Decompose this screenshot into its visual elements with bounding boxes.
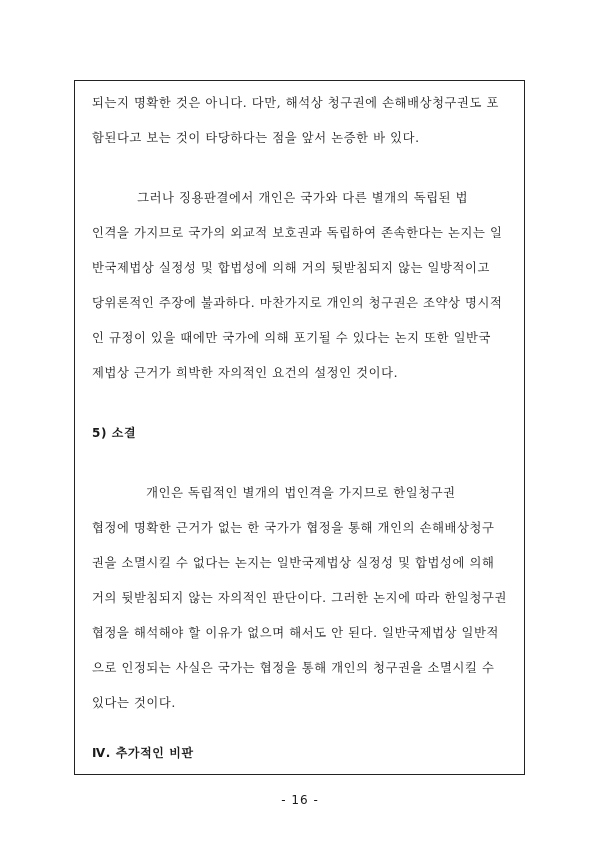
paragraph-line: 거의 뒷받침되지 않는 자의적인 판단이다. 그러한 논지에 따라 한일청구권 <box>92 591 507 605</box>
paragraph-line: 되는지 명확한 것은 아니다. 다만, 해석상 청구권에 손해배상청구권도 포 <box>92 96 499 110</box>
paragraph-line: 인 규정이 있을 때에만 국가에 의해 포기될 수 있다는 논지 또한 일반국 <box>92 331 492 345</box>
paragraph-line: 있다는 것이다. <box>92 696 176 710</box>
paragraph-line: 개인은 독립적인 별개의 법인격을 가지므로 한일청구권 <box>92 486 456 500</box>
paragraph-line: 협정에 명확한 근거가 없는 한 국가가 협정을 통해 개인의 손해배상청구 <box>92 521 495 535</box>
paragraph-line: 인격을 가지므로 국가의 외교적 보호권과 독립하여 존속한다는 논지는 일 <box>92 226 503 240</box>
paragraph-line: 권을 소멸시킬 수 없다는 논지는 일반국제법상 실정성 및 합법성에 의해 <box>92 556 495 570</box>
paragraph-line: 협정을 해석해야 할 이유가 없으며 해서도 안 된다. 일반국제법상 일반적 <box>92 626 499 640</box>
section-heading: Ⅳ. 추가적인 비판 <box>92 746 194 760</box>
paragraph-line: 그러나 징용판결에서 개인은 국가와 다른 별개의 독립된 법 <box>92 191 469 205</box>
paragraph-line: 반국제법상 실정성 및 합법성에 의해 거의 뒷받침되지 않는 일방적이고 <box>92 261 490 275</box>
page-number: - 16 - <box>281 793 319 807</box>
paragraph-line: 으로 인정되는 사실은 국가는 협정을 통해 개인의 청구권을 소멸시킬 수 <box>92 661 495 675</box>
paragraph-line: 당위론적인 주장에 불과하다. 마찬가지로 개인의 청구권은 조약상 명시적 <box>92 296 503 310</box>
paragraph-line: 함된다고 보는 것이 타당하다는 점을 앞서 논증한 바 있다. <box>92 131 420 145</box>
subsection-heading: 5) 소결 <box>92 426 137 440</box>
paragraph-line: 제법상 근거가 희박한 자의적인 요건의 설정인 것이다. <box>92 366 399 380</box>
